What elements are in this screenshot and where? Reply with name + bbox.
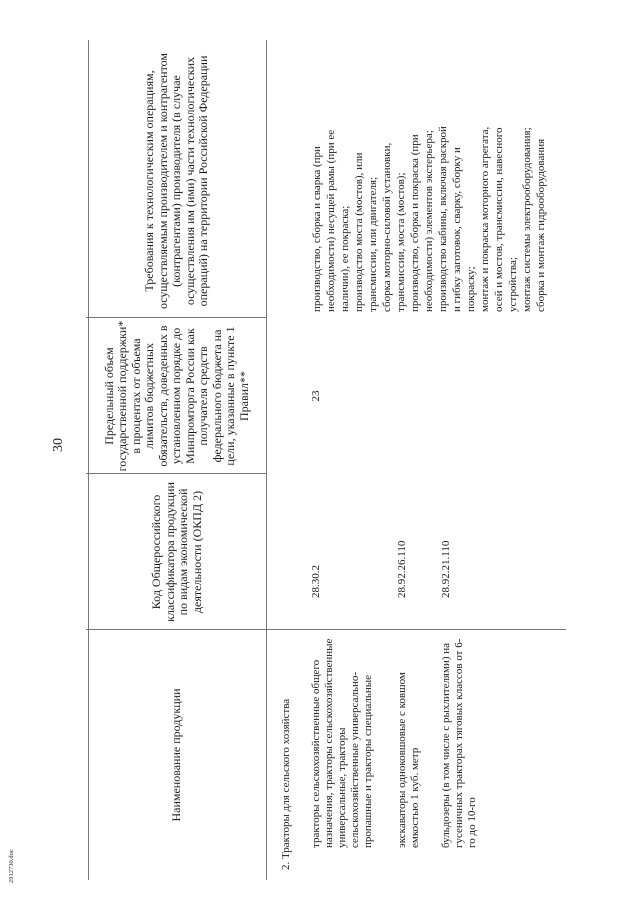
requirement-line: трансмиссии, моста (мостов); bbox=[395, 172, 407, 312]
column-divider bbox=[86, 317, 266, 318]
header-product-name: Наименование продукции bbox=[169, 688, 184, 822]
requirement-line: трансмиссии, или двигателя; bbox=[367, 176, 379, 312]
column-divider bbox=[86, 473, 266, 474]
document-footer-reference: 2912730.doc bbox=[8, 849, 15, 883]
header-technological-requirements: Требования к технологическим операциям, осуществляемым производителем и контрагентом (контрагентами) производителя (в случае осуществления им (ими) части технологических операций) на территории Российской Федерации bbox=[142, 52, 211, 310]
requirement-line: монтаж и покраска моторного агрегата, bbox=[479, 126, 491, 312]
header-bottom-border bbox=[266, 40, 267, 880]
okpd-code-tractors: 28.30.2 bbox=[310, 565, 322, 598]
requirement-line: производство, сборка и покраска (при bbox=[409, 134, 421, 312]
product-name-bulldozers: бульдозеры (в том числе с рыхлителями) на гусеничных тракторах тяговых классов от 6-го до 10-го bbox=[440, 638, 478, 848]
header-support-percent: Предельный объем государственной поддержки* в процентах от объема лимитов бюджетных обязательств, доведенных в установленном порядке до Минпромторга России как получателя средств федерального бюджета на цели, указанные в пункте 1 Правил** bbox=[101, 320, 251, 472]
requirement-line: сборка и монтаж гидрооборудования bbox=[535, 138, 547, 312]
section-title: 2. Тракторы для сельского хозяйства bbox=[280, 698, 292, 870]
okpd-code-bulldozers: 28.92.21.110 bbox=[440, 540, 452, 598]
requirement-line: производство, сборка и сварка (при bbox=[311, 146, 323, 312]
requirement-line: необходимости) несущей рамы (при ее bbox=[325, 129, 337, 312]
requirement-line: и гибку заготовок, сварку, сборку и bbox=[451, 147, 463, 312]
regulation-table bbox=[86, 40, 566, 880]
product-name-tractors: тракторы сельскохозяйственные общего назначения, тракторы сельскохозяйственные универсальные, тракторы сельскохозяйственные универсально-пропашные и тракторы специальные bbox=[310, 638, 374, 848]
requirement-line: осей и мостов, трансмиссии, навесного bbox=[493, 127, 505, 312]
requirement-line: производство кабины, включая раскрой bbox=[437, 126, 449, 312]
requirement-line: монтаж системы электрооборудования; bbox=[521, 127, 533, 312]
product-name-excavators: экскаваторы одноковшовые с ковшом емкостью 1 куб. метр bbox=[396, 672, 421, 848]
requirement-line: покраску; bbox=[465, 266, 477, 312]
page-number: 30 bbox=[51, 438, 66, 452]
requirement-line: сборка моторно-силовой установки, bbox=[381, 142, 393, 312]
header-okpd-code: Код Общероссийского классификатора продукции по видам экономической деятельности (ОКПД 2) bbox=[149, 482, 204, 622]
requirement-line: наличии), ее покраска; bbox=[339, 205, 351, 312]
requirement-line: производство моста (мостов), или bbox=[353, 152, 365, 312]
requirement-line: устройства; bbox=[507, 257, 519, 312]
requirement-line: необходимости) элементов экстерьера; bbox=[423, 130, 435, 312]
support-percent-tractors: 23 bbox=[310, 390, 322, 402]
technological-requirements-list bbox=[310, 42, 548, 312]
okpd-code-excavators: 28.92.26.110 bbox=[396, 540, 408, 598]
